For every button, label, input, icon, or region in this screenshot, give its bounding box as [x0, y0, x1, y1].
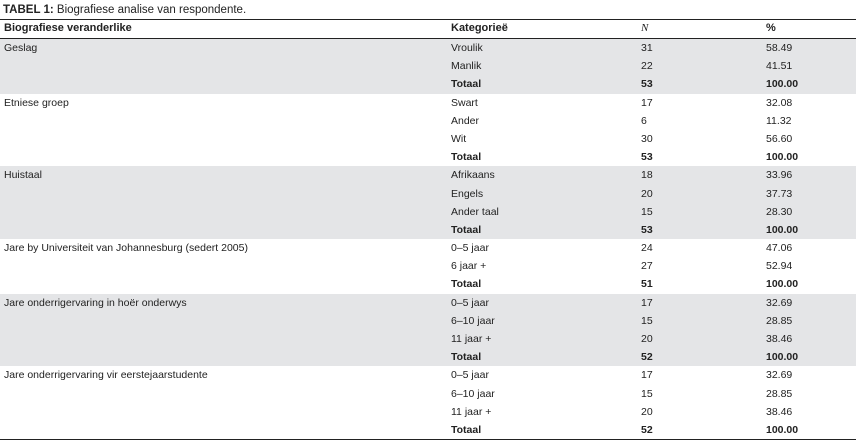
table-total-row	[0, 75, 856, 93]
n-cell: 52	[641, 423, 653, 436]
table-total-row	[0, 221, 856, 239]
percent-cell: 41.51	[766, 60, 793, 73]
table-group	[0, 94, 856, 167]
n-cell: 22	[641, 60, 653, 73]
percent-cell: 32.69	[766, 369, 793, 382]
percent-cell: 100.00	[766, 78, 799, 91]
table-total-row	[0, 348, 856, 366]
table-total-row	[0, 275, 856, 293]
category-cell: 0–5 jaar	[451, 242, 489, 255]
table-group	[0, 366, 856, 440]
n-cell: 15	[641, 314, 653, 327]
table-row	[0, 239, 856, 257]
category-cell: Afrikaans	[451, 169, 495, 182]
table-row	[0, 185, 856, 203]
n-cell: 31	[641, 42, 653, 54]
category-cell: Engels	[451, 187, 484, 200]
header-category: Kategorieë	[451, 22, 508, 34]
table-row	[0, 385, 856, 403]
variable-cell: Geslag	[4, 42, 38, 54]
percent-cell: 52.94	[766, 260, 793, 273]
variable-cell: Jare by Universiteit van Johannesburg (sedert 2005)	[4, 242, 248, 255]
percent-cell: 58.49	[766, 42, 793, 54]
n-cell: 52	[641, 351, 653, 364]
percent-cell: 28.85	[766, 387, 793, 400]
table-group	[0, 239, 856, 294]
category-cell: 11 jaar +	[451, 333, 492, 345]
percent-cell: 28.30	[766, 205, 793, 218]
header-percent: %	[766, 22, 776, 34]
table-group	[0, 39, 856, 94]
table-caption	[3, 3, 246, 17]
table-caption-text: Biografiese analise van respondente.	[53, 4, 247, 16]
variable-cell: Jare onderrigervaring vir eerstejaarstudente	[4, 369, 208, 382]
percent-cell: 100.00	[766, 423, 799, 436]
n-cell: 15	[641, 205, 653, 218]
percent-cell: 28.85	[766, 314, 793, 327]
table-header	[0, 19, 856, 39]
n-cell: 27	[641, 260, 653, 273]
n-cell: 20	[641, 187, 653, 200]
n-cell: 53	[641, 151, 653, 164]
n-cell: 20	[641, 405, 653, 418]
n-cell: 15	[641, 387, 653, 400]
category-cell: Totaal	[451, 223, 482, 236]
category-cell: Totaal	[451, 78, 482, 91]
percent-cell: 11.32	[766, 114, 792, 127]
variable-cell: Etniese groep	[4, 96, 69, 109]
n-cell: 20	[641, 333, 653, 345]
percent-cell: 56.60	[766, 132, 793, 145]
biographic-table	[0, 19, 856, 440]
n-cell: 6	[641, 114, 647, 127]
table-row	[0, 257, 856, 275]
table-row	[0, 203, 856, 221]
n-cell: 24	[641, 242, 653, 255]
category-cell: Swart	[451, 96, 478, 109]
table-total-row	[0, 148, 856, 166]
table-row	[0, 39, 856, 57]
table-total-row	[0, 421, 856, 439]
table-group	[0, 294, 856, 367]
category-cell: Ander taal	[451, 205, 499, 218]
category-cell: Ander	[451, 114, 480, 127]
category-cell: 0–5 jaar	[451, 369, 489, 382]
variable-cell: Huistaal	[4, 169, 42, 182]
table-row	[0, 312, 856, 330]
header-variable: Biografiese veranderlike	[4, 22, 132, 34]
category-cell: 6–10 jaar	[451, 387, 495, 400]
category-cell: 11 jaar +	[451, 405, 492, 418]
category-cell: Totaal	[451, 151, 482, 164]
percent-cell: 100.00	[766, 223, 799, 236]
percent-cell: 37.73	[766, 187, 793, 200]
n-cell: 53	[641, 78, 653, 91]
percent-cell: 100.00	[766, 351, 799, 364]
table-row	[0, 366, 856, 384]
table-body	[0, 39, 856, 440]
percent-cell: 38.46	[766, 333, 793, 345]
n-cell: 17	[641, 96, 653, 109]
category-cell: Totaal	[451, 351, 482, 364]
percent-cell: 100.00	[766, 278, 799, 291]
category-cell: 0–5 jaar	[451, 296, 489, 309]
table-row	[0, 130, 856, 148]
n-cell: 53	[641, 223, 653, 236]
table-row	[0, 112, 856, 130]
category-cell: Vroulik	[451, 42, 483, 54]
table-row	[0, 294, 856, 312]
table-row	[0, 57, 856, 75]
table-row	[0, 403, 856, 421]
table-row	[0, 330, 856, 348]
table-group	[0, 166, 856, 239]
percent-cell: 100.00	[766, 151, 799, 164]
percent-cell: 47.06	[766, 242, 793, 255]
header-n: N	[641, 22, 649, 34]
n-cell: 17	[641, 296, 653, 309]
n-cell: 18	[641, 169, 653, 182]
n-cell: 51	[641, 278, 653, 291]
variable-cell: Jare onderrigervaring in hoër onderwys	[4, 296, 187, 309]
percent-cell: 32.08	[766, 96, 793, 109]
category-cell: 6 jaar +	[451, 260, 487, 273]
percent-cell: 32.69	[766, 296, 793, 309]
table-row	[0, 166, 856, 184]
category-cell: Wit	[451, 132, 467, 145]
category-cell: Totaal	[451, 278, 482, 291]
category-cell: Manlik	[451, 60, 482, 73]
percent-cell: 38.46	[766, 405, 793, 418]
n-cell: 17	[641, 369, 653, 382]
n-cell: 30	[641, 132, 653, 145]
percent-cell: 33.96	[766, 169, 793, 182]
category-cell: Totaal	[451, 423, 482, 436]
table-row	[0, 94, 856, 112]
category-cell: 6–10 jaar	[451, 314, 495, 327]
table-caption-label: TABEL 1:	[3, 4, 54, 16]
